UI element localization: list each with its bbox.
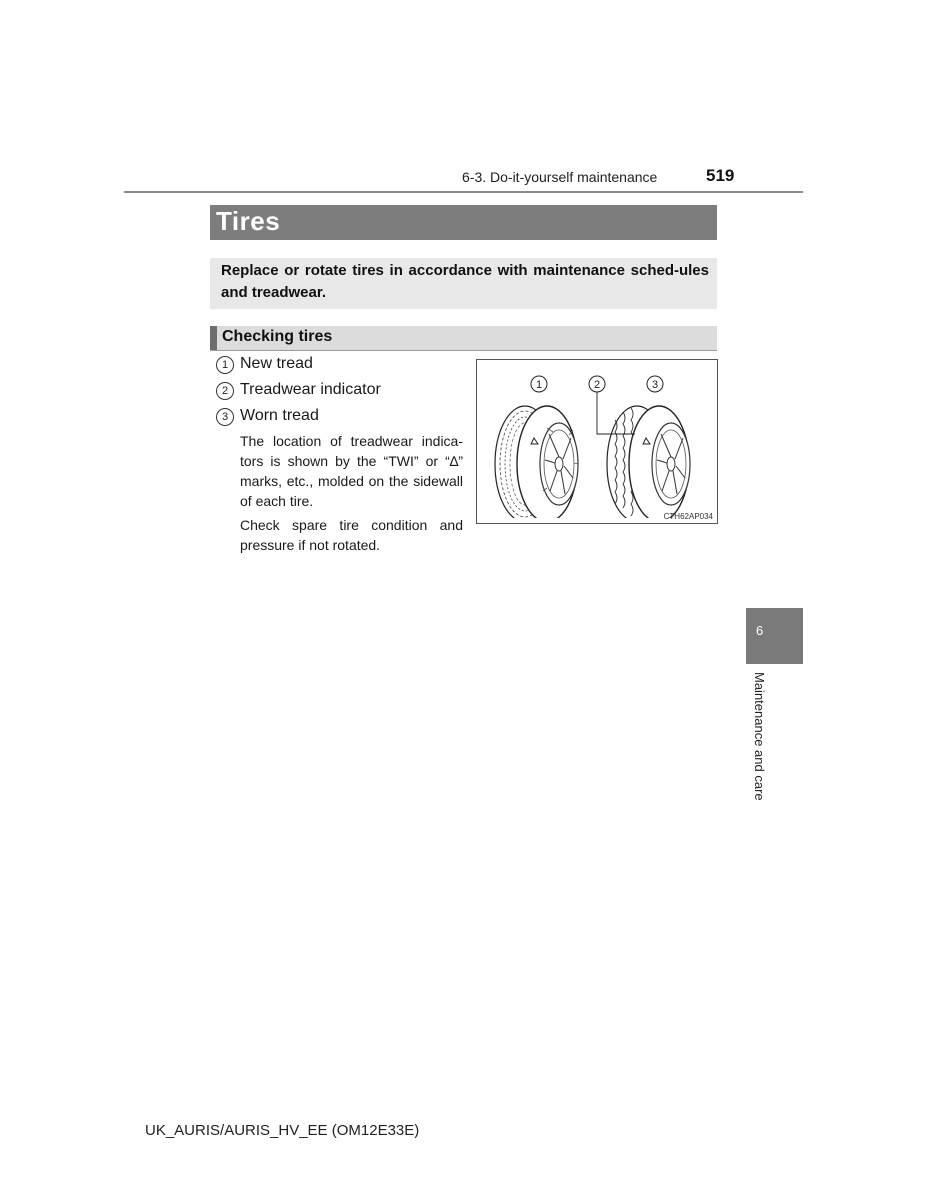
title-bar — [210, 205, 717, 240]
item-label: New tread — [240, 355, 313, 372]
item-number-badge: 2 — [216, 382, 234, 400]
callout-3-label: 3 — [651, 379, 659, 391]
callout-2-label: 2 — [593, 379, 601, 391]
item-number-badge: 3 — [216, 408, 234, 426]
page-title: Tires — [216, 206, 281, 236]
chapter-label: Maintenance and care — [752, 672, 767, 801]
item-label: Treadwear indicator — [240, 381, 381, 398]
callout-1-label: 1 — [535, 379, 543, 391]
subheading-accent — [210, 326, 217, 350]
subheading-bar — [210, 326, 717, 351]
intro-text: Replace or rotate tires in accordance with maintenance sched-ules and treadwear. — [221, 262, 709, 301]
tire-illustration — [476, 359, 718, 524]
item-number-badge: 1 — [216, 356, 234, 374]
tire-drawing — [477, 360, 717, 523]
footer-model-code: UK_AURIS/AURIS_HV_EE (OM12E33E) — [145, 1122, 420, 1139]
treadwear-paragraph: The location of treadwear indica-tors is shown by the “TWI” or “∆” marks, etc., molded on the sidewall of each tire. — [240, 433, 463, 509]
chapter-tab — [746, 608, 803, 664]
new-tread-tire-icon — [495, 406, 578, 522]
section-header: 6-3. Do-it-yourself maintenance — [462, 169, 658, 185]
intro-box — [210, 258, 717, 309]
spare-tire-paragraph: Check spare tire condition and pressure if not rotated. — [240, 517, 463, 553]
figure-code: CTH62AP034 — [663, 512, 713, 521]
page-number: 519 — [706, 166, 735, 185]
subheading: Checking tires — [222, 328, 333, 345]
header-divider — [124, 191, 803, 193]
item-label: Worn tread — [240, 407, 319, 424]
worn-tread-tire-icon — [607, 406, 690, 522]
chapter-number: 6 — [756, 623, 764, 638]
